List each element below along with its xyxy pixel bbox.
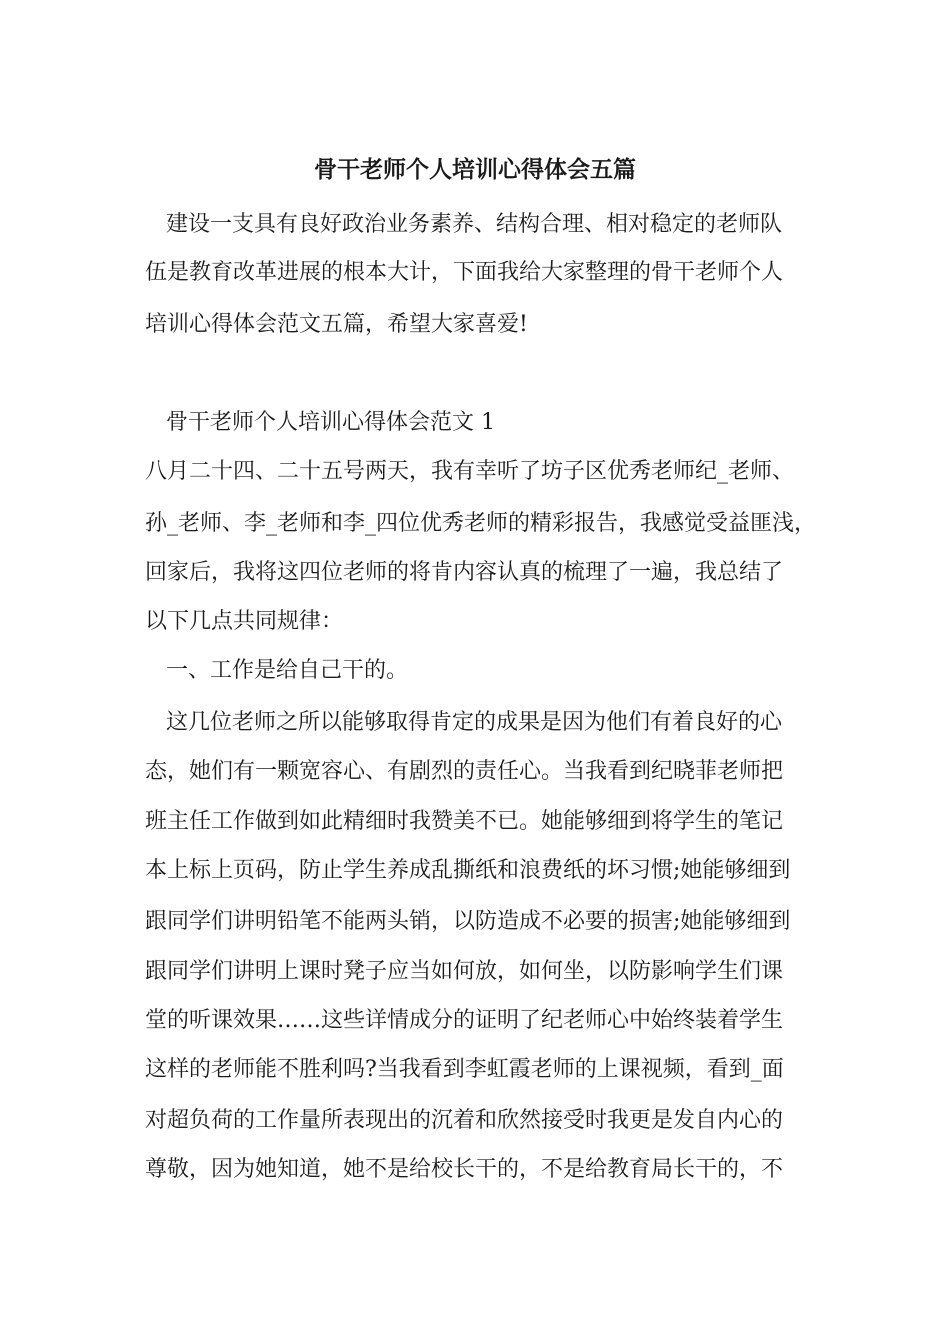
intro-line: 伍是教育改革进展的根本大计，下面我给大家整理的骨干老师个人	[145, 260, 784, 285]
intro-line: 培训心得体会范文五篇，希望大家喜爱!	[145, 312, 528, 337]
paragraph-line: 对超负荷的工作量所表现出的沉着和欣然接受时我更是发自内心的	[145, 1108, 784, 1133]
paragraph-line: 堂的听课效果……这些详情成分的证明了纪老师心中始终装着学生	[145, 1008, 784, 1033]
paragraph-line: 这样的老师能不胜利吗?当我看到李虹霞老师的上课视频，看到_面	[145, 1057, 784, 1082]
paragraph-line: 回家后，我将这四位老师的将肯内容认真的梳理了一遍，我总结了	[145, 560, 784, 585]
paragraph-line: 跟同学们讲明铅笔不能两头销，以防造成不必要的损害;她能够细到	[145, 909, 791, 934]
paragraph-line: 班主任工作做到如此精细时我赞美不已。她能够细到将学生的笔记	[145, 809, 784, 834]
section-heading: 骨干老师个人培训心得体会范文 1	[166, 410, 495, 435]
paragraph-line: 本上标上页码，防止学生养成乱撕纸和浪费纸的坏习惯;她能够细到	[145, 858, 791, 883]
paragraph-line: 跟同学们讲明上课时凳子应当如何放，如何坐，以防影响学生们课	[145, 959, 784, 984]
point-heading: 一、工作是给自己干的。	[166, 658, 409, 683]
paragraph-line: 八月二十四、二十五号两天，我有幸听了坊子区优秀老师纪_老师、	[145, 459, 795, 484]
paragraph-line: 这几位老师之所以能够取得肯定的成果是因为他们有着良好的心	[166, 710, 783, 735]
paragraph-line: 以下几点共同规律：	[145, 609, 344, 634]
paragraph-line: 尊敬，因为她知道，她不是给校长干的，不是给教育局长干的，不	[145, 1157, 784, 1182]
intro-line: 建设一支具有良好政治业务素养、结构合理、相对稳定的老师队	[166, 212, 783, 237]
paragraph-line: 态，她们有一颗宽容心、有剧烈的责任心。当我看到纪晓菲老师把	[145, 759, 784, 784]
document-title: 骨干老师个人培训心得体会五篇	[314, 156, 636, 183]
paragraph-line: 孙_老师、李_老师和李_四位优秀老师的精彩报告，我感觉受益匪浅，	[145, 511, 817, 536]
